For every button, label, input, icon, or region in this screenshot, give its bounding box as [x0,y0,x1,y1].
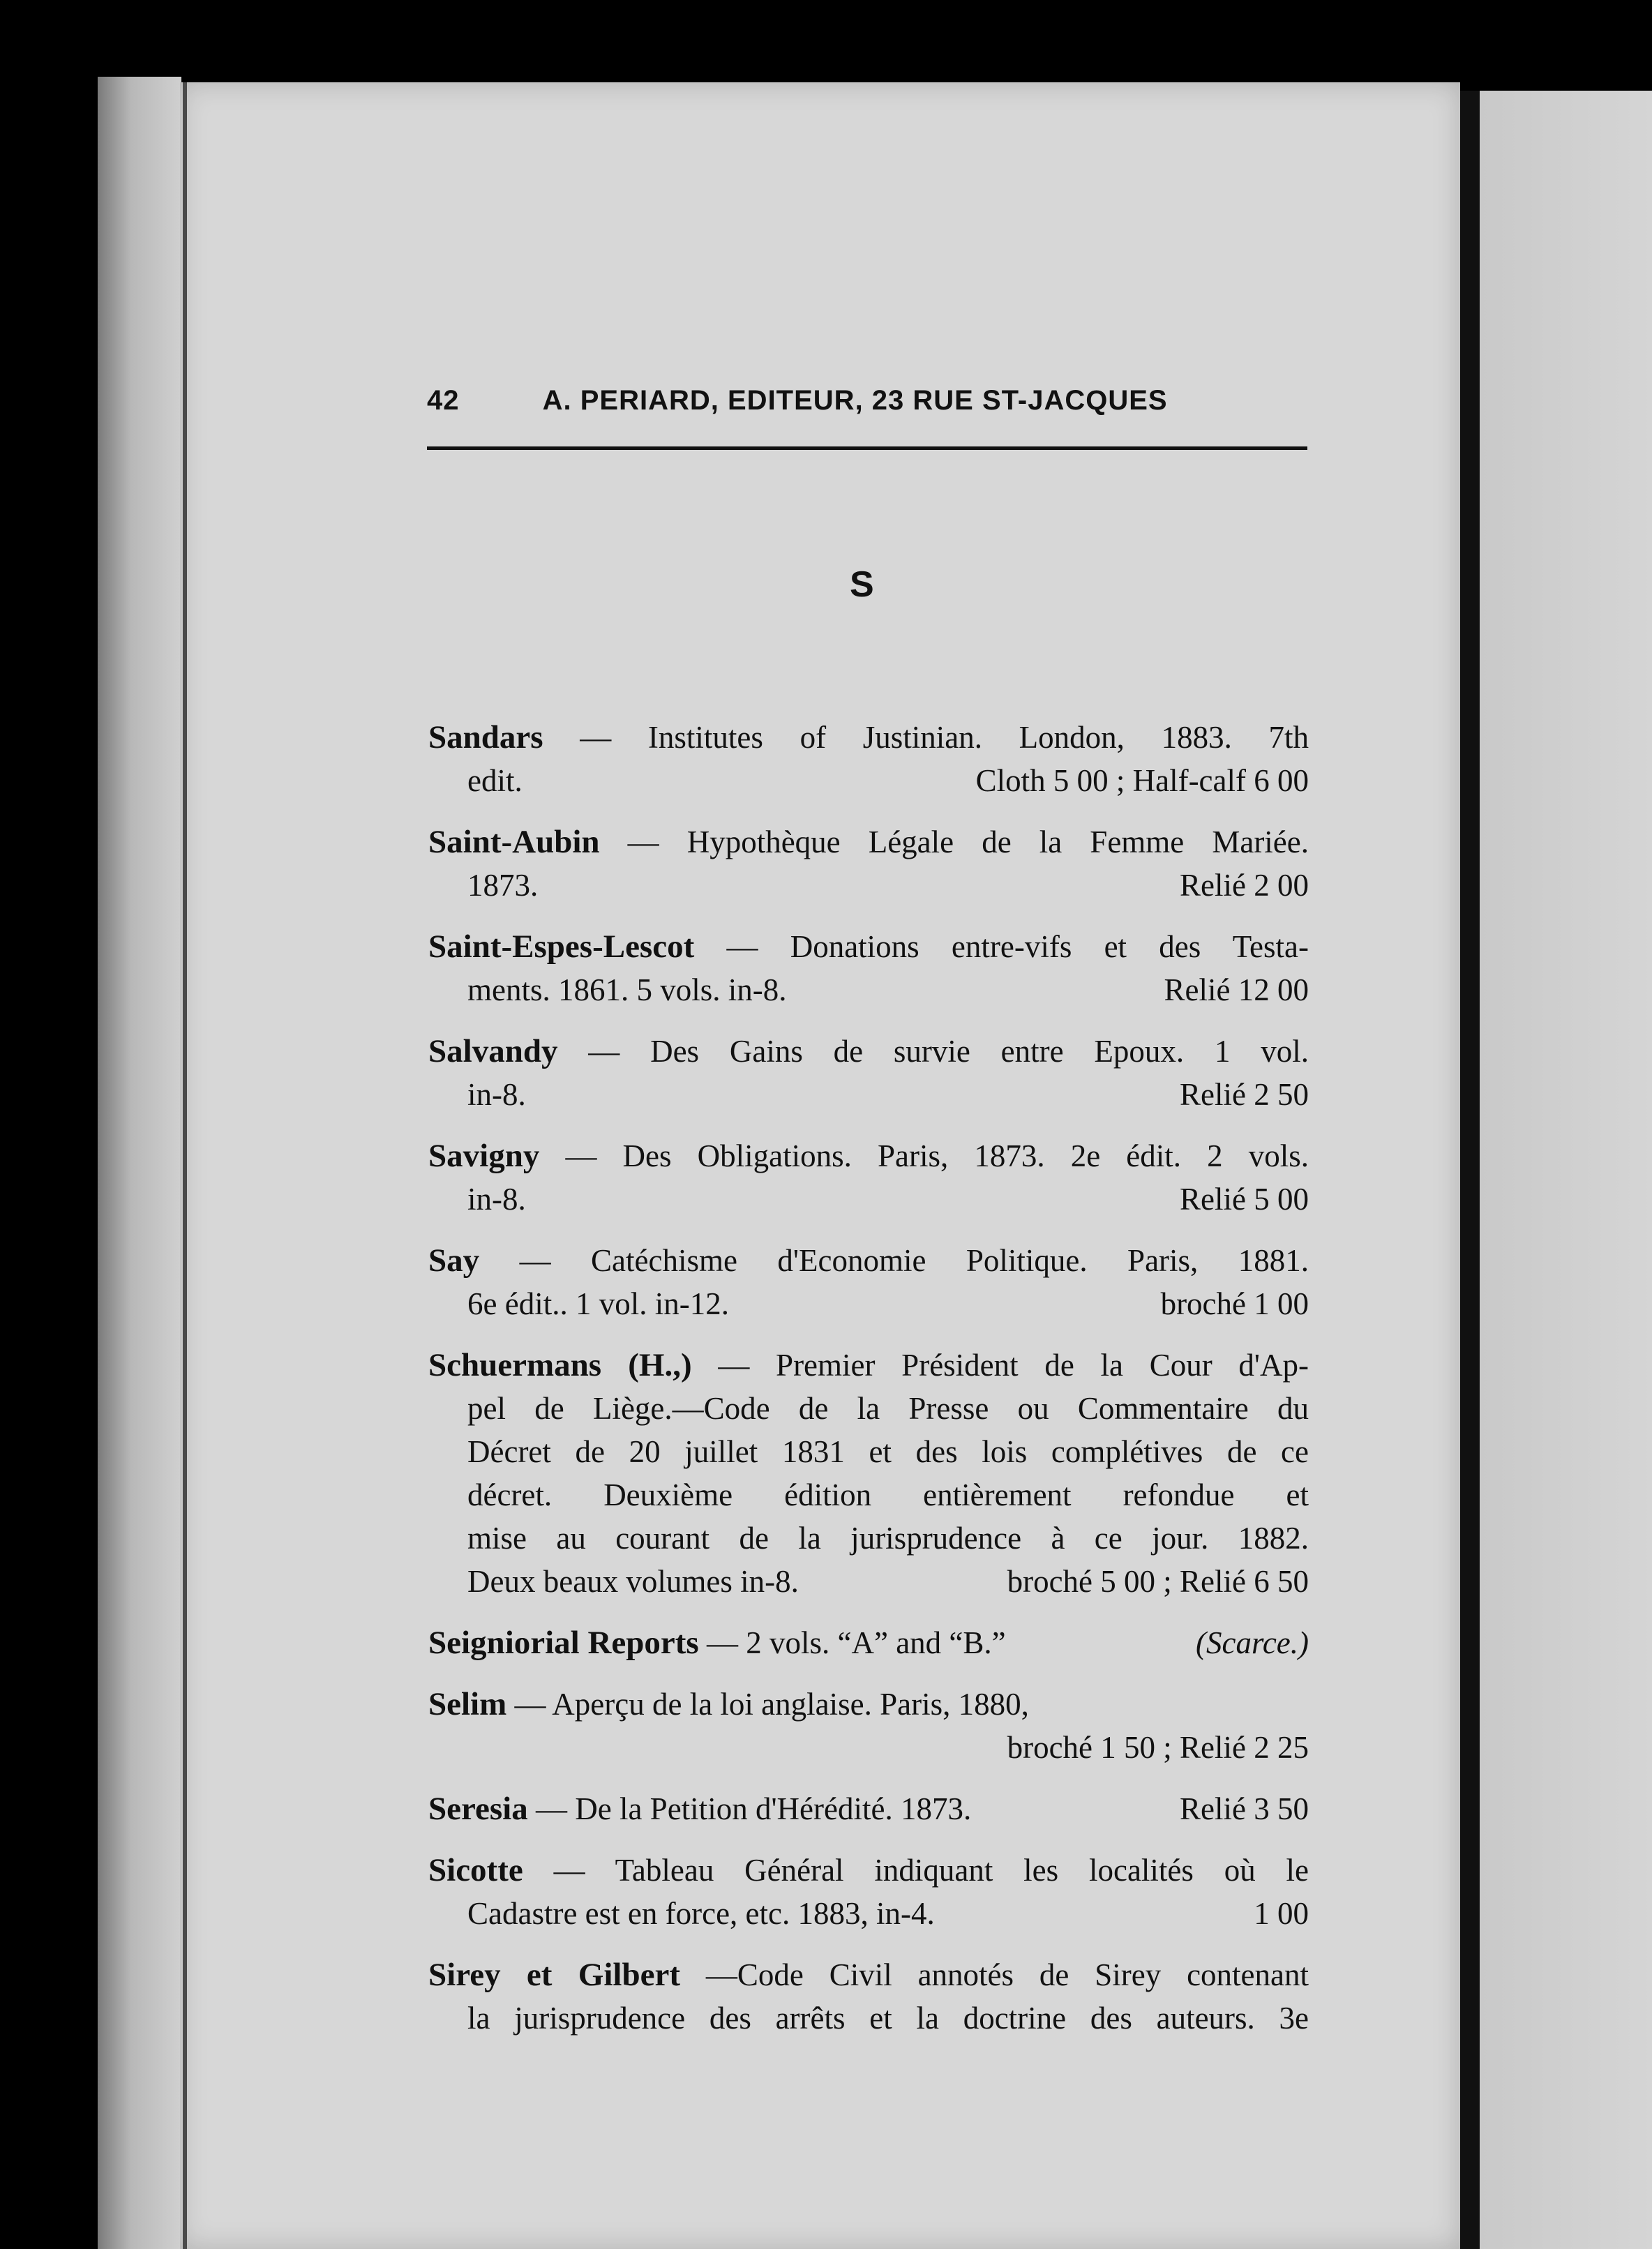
page-number: 42 [427,385,460,416]
entry-line [428,1073,1309,1116]
entry-author: Schuermans (H.,) [428,1347,692,1383]
entry-line [428,1996,1309,2040]
entry-line [428,925,1309,968]
entry-line [428,1726,1309,1769]
entry-text: — Premier Président de la Cour d'Ap- [718,1348,1309,1383]
entry-line [428,759,1309,802]
entry-text: — Catéchisme d'Economie Politique. Paris, 1881. [519,1243,1309,1278]
catalog-entry [428,1953,1309,2040]
section-letter: S [850,564,874,605]
catalog-entry [428,1134,1309,1221]
running-title: A. PERIARD, EDITEUR, 23 RUE ST-JACQUES [542,385,1168,416]
entry-text: — Des Gains de survie entre Epoux. 1 vol. [588,1034,1309,1069]
catalog-entry [428,820,1309,907]
catalog-entries [428,716,1309,2058]
entry-text: la jurisprudence des arrêts et la doctrine des auteurs. 3e [467,2001,1309,2036]
entry-text: — Hypothèque Légale de la Femme Mariée. [627,825,1309,859]
entry-line [428,1344,1309,1387]
entry-line [428,820,1309,864]
entry-price: Relié 2 50 [1180,1077,1309,1112]
entry-line [428,1430,1309,1473]
entry-text: — Tableau Général indiquant les localités où le [553,1853,1309,1888]
entry-price: broché 1 00 [1160,1286,1309,1321]
entry-text: Cadastre est en force, etc. 1883, in-4. [467,1896,935,1931]
book-right-edge [1460,91,1480,2249]
entry-text: in-8. [467,1182,526,1217]
entry-line [428,1473,1309,1517]
entry-text: —Code Civil annotés de Sirey contenant [705,1957,1309,1992]
entry-price: Relié 3 50 [1180,1791,1309,1826]
entry-text: 1873. [467,868,539,903]
entry-line [428,1621,1309,1664]
catalog-entry [428,1030,1309,1116]
entry-author: Savigny [428,1138,540,1174]
catalog-entry [428,925,1309,1011]
entry-line [428,1239,1309,1282]
entry-text: Deux beaux volumes in-8. [467,1564,799,1599]
entry-line [428,1560,1309,1603]
catalog-entry [428,1344,1309,1603]
entry-author: Sandars [428,719,543,755]
entry-line [428,1178,1309,1221]
entry-line [428,864,1309,907]
catalog-entry [428,1239,1309,1325]
catalog-entry [428,1683,1309,1769]
entry-text: 6e édit.. 1 vol. in-12. [467,1286,729,1321]
entry-text: mise au courant de la jurisprudence à ce jour. 1882. [467,1521,1309,1556]
entry-text: — 2 vols. “A” and “B.” [706,1625,1006,1660]
entry-line [428,1892,1309,1935]
catalog-entry [428,1849,1309,1935]
entry-author: Salvandy [428,1033,558,1069]
entry-author: Sirey et Gilbert [428,1957,680,1993]
book-left-edge [98,77,181,2249]
entry-text: — Aperçu de la loi anglaise. Paris, 1880, [514,1687,1029,1722]
entry-price: Relié 12 00 [1164,972,1309,1007]
entry-line [428,1282,1309,1325]
entry-line [428,1134,1309,1178]
entry-line [428,1953,1309,1996]
entry-author: Sicotte [428,1852,523,1888]
entry-text: Décret de 20 juillet 1831 et des lois complétives de ce [467,1434,1309,1469]
running-header [427,385,1194,416]
entry-line [428,1517,1309,1560]
page-binding-line [183,82,187,2249]
entry-text: décret. Deuxième édition entièrement refondue et [467,1477,1309,1512]
entry-price: broché 1 50 ; Relié 2 25 [1007,1730,1309,1765]
entry-line [428,1849,1309,1892]
entry-author: Saint-Espes-Lescot [428,928,695,965]
entry-price: broché 5 00 ; Relié 6 50 [1007,1564,1309,1599]
entry-text: — De la Petition d'Hérédité. 1873. [535,1791,972,1826]
entry-line [428,1787,1309,1830]
entry-price: Cloth 5 00 ; Half-calf 6 00 [975,763,1309,798]
header-rule [427,446,1307,450]
entry-author: Say [428,1242,480,1279]
entry-author: Seresia [428,1791,528,1827]
entry-line [428,1030,1309,1073]
entry-text: — Donations entre-vifs et des Testa- [726,929,1309,964]
entry-text: in-8. [467,1077,526,1112]
entry-text: — Des Obligations. Paris, 1873. 2e édit. 2 vols. [565,1138,1309,1173]
catalog-entry [428,1787,1309,1830]
entry-line [428,1387,1309,1430]
catalog-entry [428,716,1309,802]
entry-text: edit. [467,763,523,798]
entry-author: Saint-Aubin [428,824,600,860]
entry-author: Selim [428,1686,507,1722]
entry-price: Relié 2 00 [1180,868,1309,903]
entry-line [428,1683,1309,1726]
entry-text: — Institutes of Justinian. London, 1883. 7th [580,720,1309,755]
entry-price: 1 00 [1254,1896,1309,1931]
entry-note: (Scarce.) [1196,1625,1309,1660]
entry-author: Seigniorial Reports [428,1625,699,1661]
catalog-entry [428,1621,1309,1664]
entry-price: Relié 5 00 [1180,1182,1309,1217]
adjacent-page-strip [1480,91,1652,2249]
entry-line [428,968,1309,1011]
entry-text: ments. 1861. 5 vols. in-8. [467,972,787,1007]
entry-line [428,716,1309,759]
entry-text: pel de Liège.—Code de la Presse ou Commentaire du [467,1391,1309,1426]
